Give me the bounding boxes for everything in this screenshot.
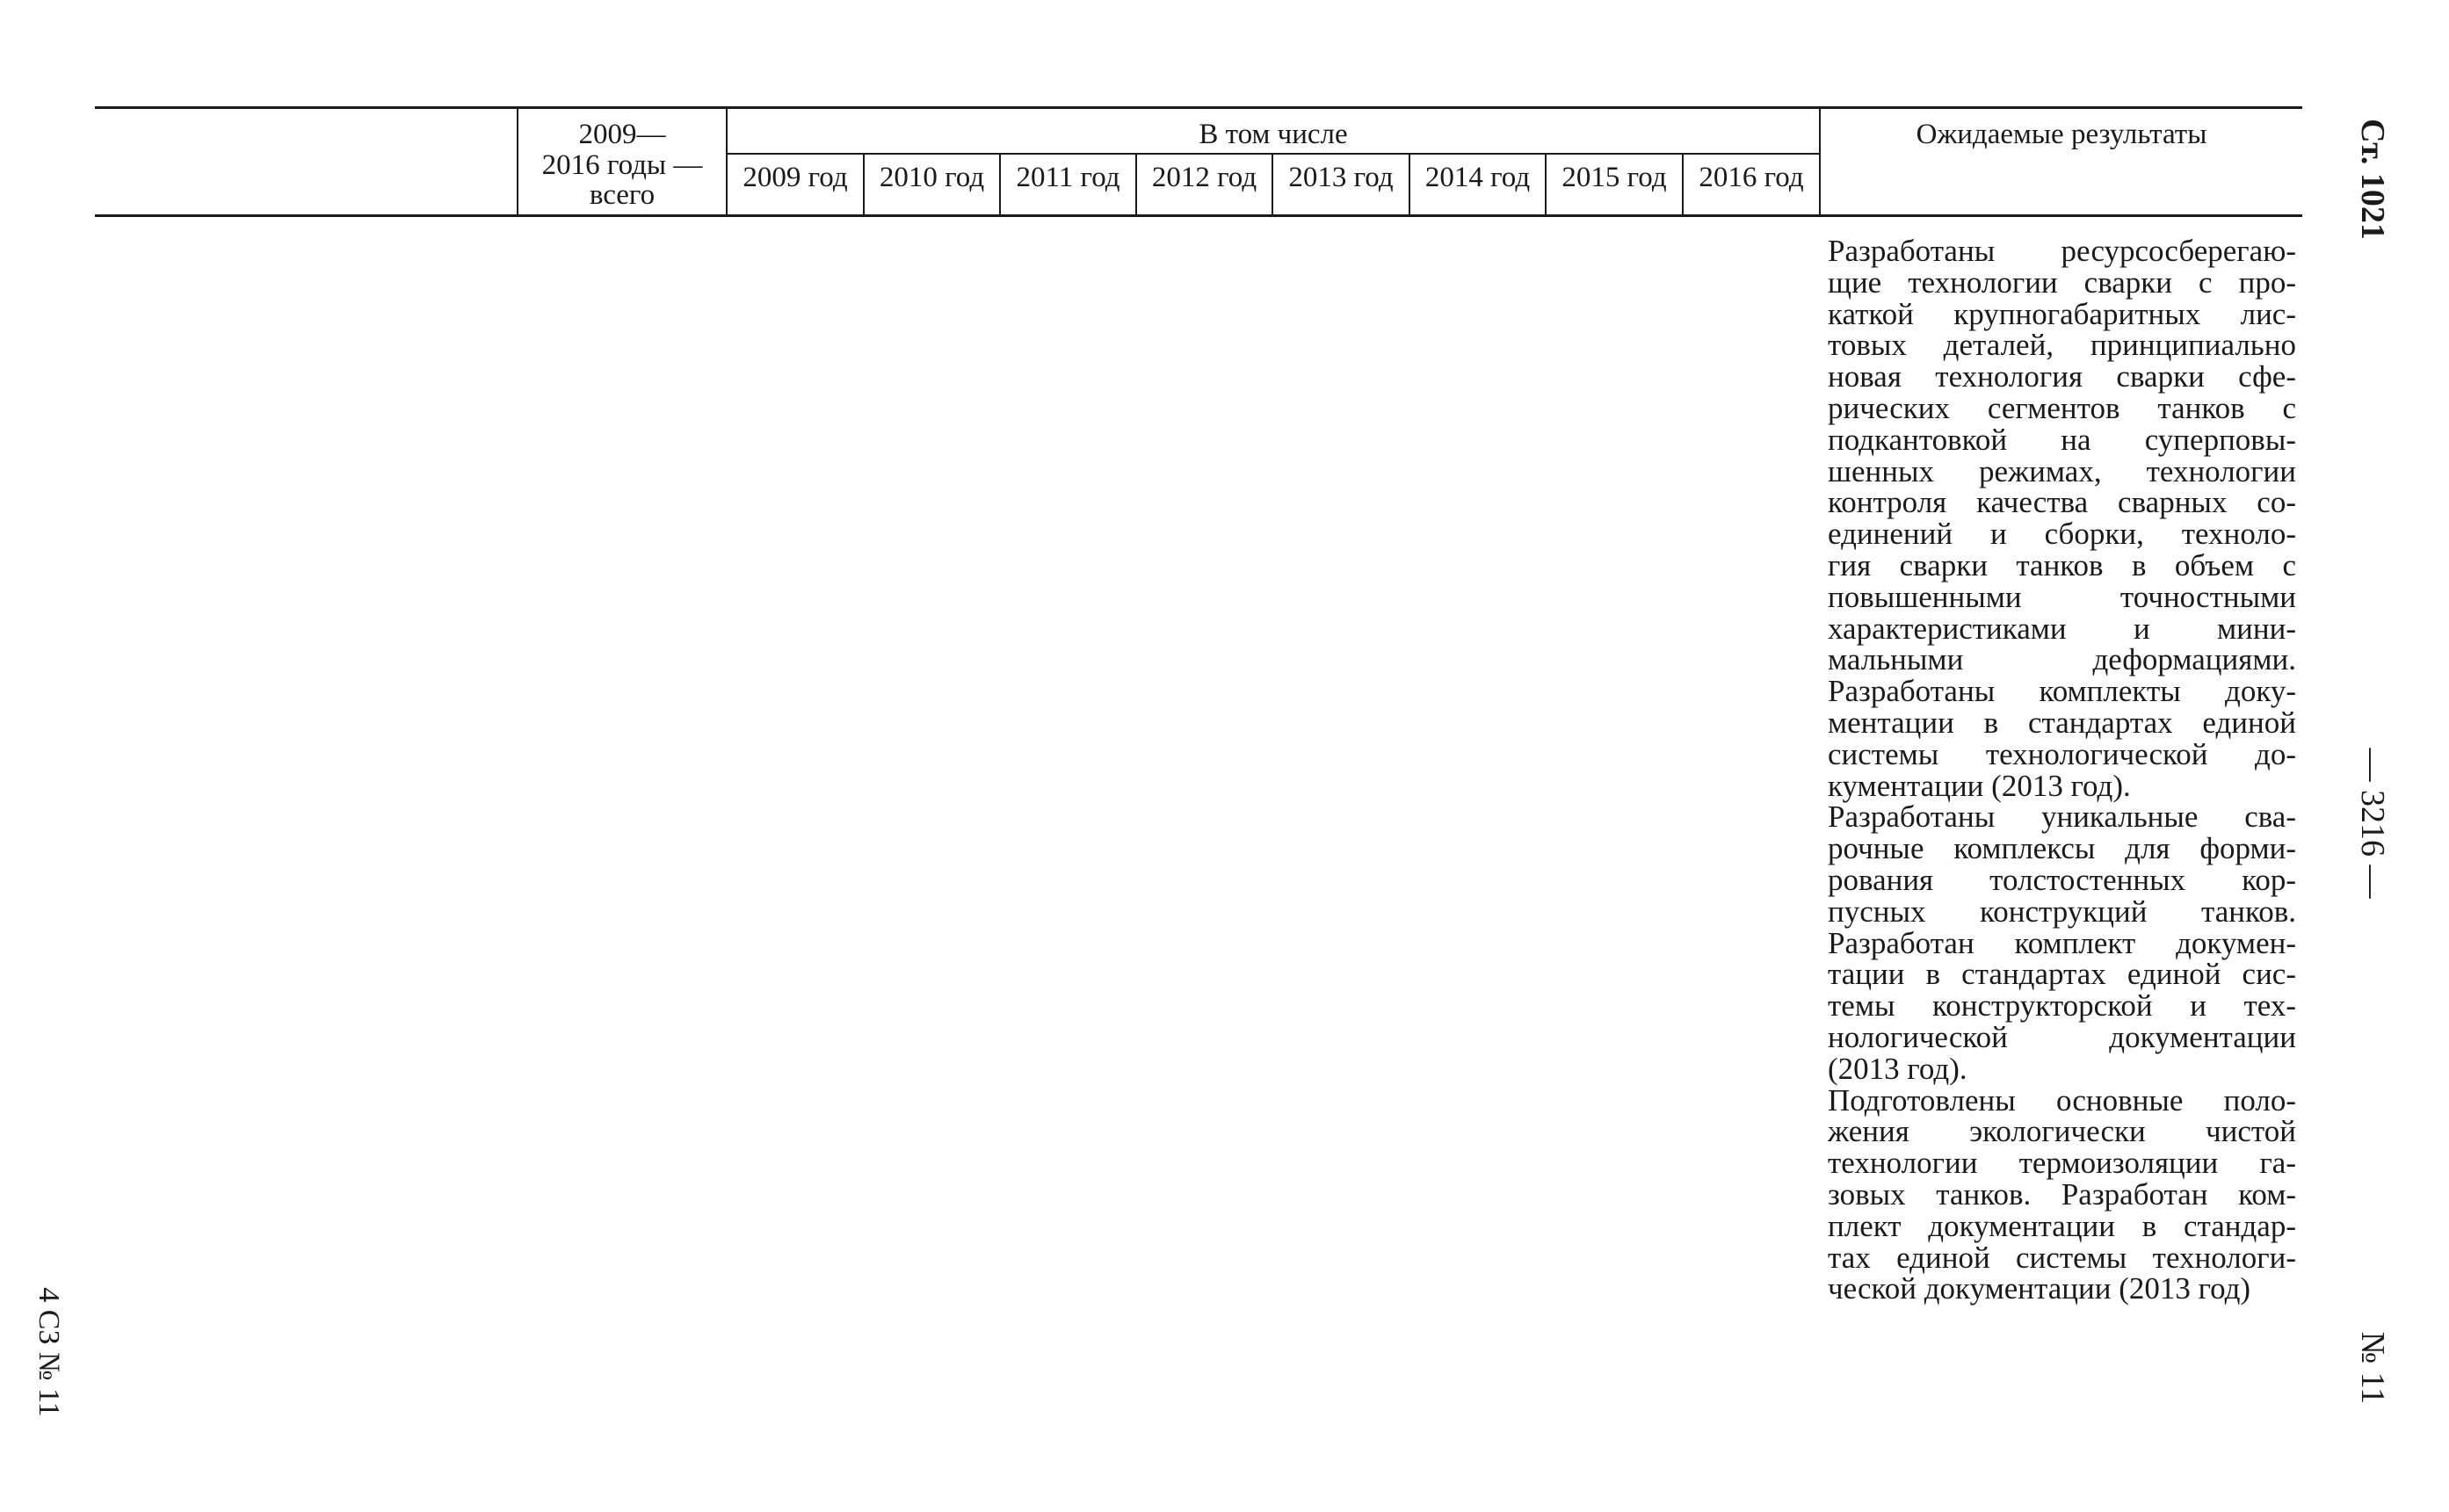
results-line: характеристиками и мини- — [1828, 611, 2296, 646]
year-header-2013: 2013 год — [1288, 162, 1394, 193]
results-line: мальными деформациями. — [1828, 642, 2296, 677]
expected-results-text — [1828, 235, 2296, 1305]
results-line: системы технологической до- — [1828, 736, 2296, 771]
results-line: рования толстостенных кор- — [1828, 862, 2296, 897]
results-line: зовых танков. Разработан ком- — [1828, 1176, 2296, 1212]
page-number: — 3216 — — [2354, 748, 2391, 899]
results-line: кументации (2013 год). — [1828, 768, 2131, 803]
results-line: Разработаны уникальные сва- — [1828, 799, 2296, 835]
expected-results-header: Ожидаемые результаты — [1916, 119, 2207, 150]
including-header: В том числе — [1199, 119, 1348, 150]
year-header-2016: 2016 год — [1699, 162, 1804, 193]
results-line: плект документации в стандар- — [1828, 1208, 2296, 1243]
results-line: технологии термоизоляции га- — [1828, 1146, 2296, 1181]
year-header-2009: 2009 год — [743, 162, 848, 193]
results-line: тах единой системы технологи- — [1828, 1240, 2296, 1275]
results-line: шенных режимах, технологии — [1828, 453, 2296, 488]
issue-number-left: 4 СЗ № 11 — [33, 1287, 65, 1417]
results-line: жения экологически чистой — [1828, 1114, 2296, 1149]
results-line: нологической документации — [1828, 1019, 2296, 1054]
article-number: Ст. 1021 — [2354, 119, 2391, 240]
results-line: Разработаны комплекты доку- — [1828, 674, 2296, 709]
year-header-2011: 2011 год — [1016, 162, 1120, 193]
results-line: тации в стандартах единой сис- — [1828, 957, 2296, 992]
results-line: гия сварки танков в объем с — [1828, 547, 2296, 582]
total-column-header — [518, 119, 726, 211]
results-line: товых деталей, принципиально — [1828, 328, 2296, 363]
total-header-line: всего — [589, 179, 656, 212]
table-header-bottom-rule — [95, 214, 2302, 217]
issue-number-right: № 11 — [2354, 1331, 2391, 1405]
results-line: Подготовлены основные поло- — [1828, 1082, 2296, 1118]
results-line: Разработан комплект докумен- — [1828, 925, 2296, 960]
results-line: контроля качества сварных со- — [1828, 485, 2296, 520]
results-line: ческой документации (2013 год) — [1828, 1271, 2251, 1306]
year-header-2015: 2015 год — [1561, 162, 1667, 193]
results-line: подкантовкой на суперповы- — [1828, 422, 2296, 457]
results-line: Разработаны ресурсосберегаю- — [1828, 234, 2296, 268]
results-line: новая технология сварки сфе- — [1828, 359, 2296, 394]
results-line: пусных конструкций танков. — [1828, 893, 2296, 929]
results-line: рочные комплексы для форми- — [1828, 831, 2296, 866]
results-line: рических сегментов танков с — [1828, 390, 2296, 425]
results-line: каткой крупногабаритных лис- — [1828, 296, 2296, 331]
total-header-line: 2016 годы — — [541, 148, 703, 181]
year-header-2012: 2012 год — [1151, 162, 1257, 193]
results-line: (2013 год). — [1828, 1051, 1967, 1086]
results-line: единений и сборки, техноло- — [1828, 517, 2296, 552]
total-header-line: 2009— — [578, 119, 666, 150]
results-line: повышенными точностными — [1828, 579, 2296, 614]
results-line: темы конструкторской и тех- — [1828, 988, 2296, 1024]
year-header-2014: 2014 год — [1424, 162, 1531, 193]
results-line: ментации в стандартах единой — [1828, 705, 2296, 740]
year-header-2010: 2010 год — [879, 162, 985, 193]
table-top-rule — [95, 106, 2302, 109]
results-line: щие технологии сварки с про- — [1828, 264, 2296, 300]
